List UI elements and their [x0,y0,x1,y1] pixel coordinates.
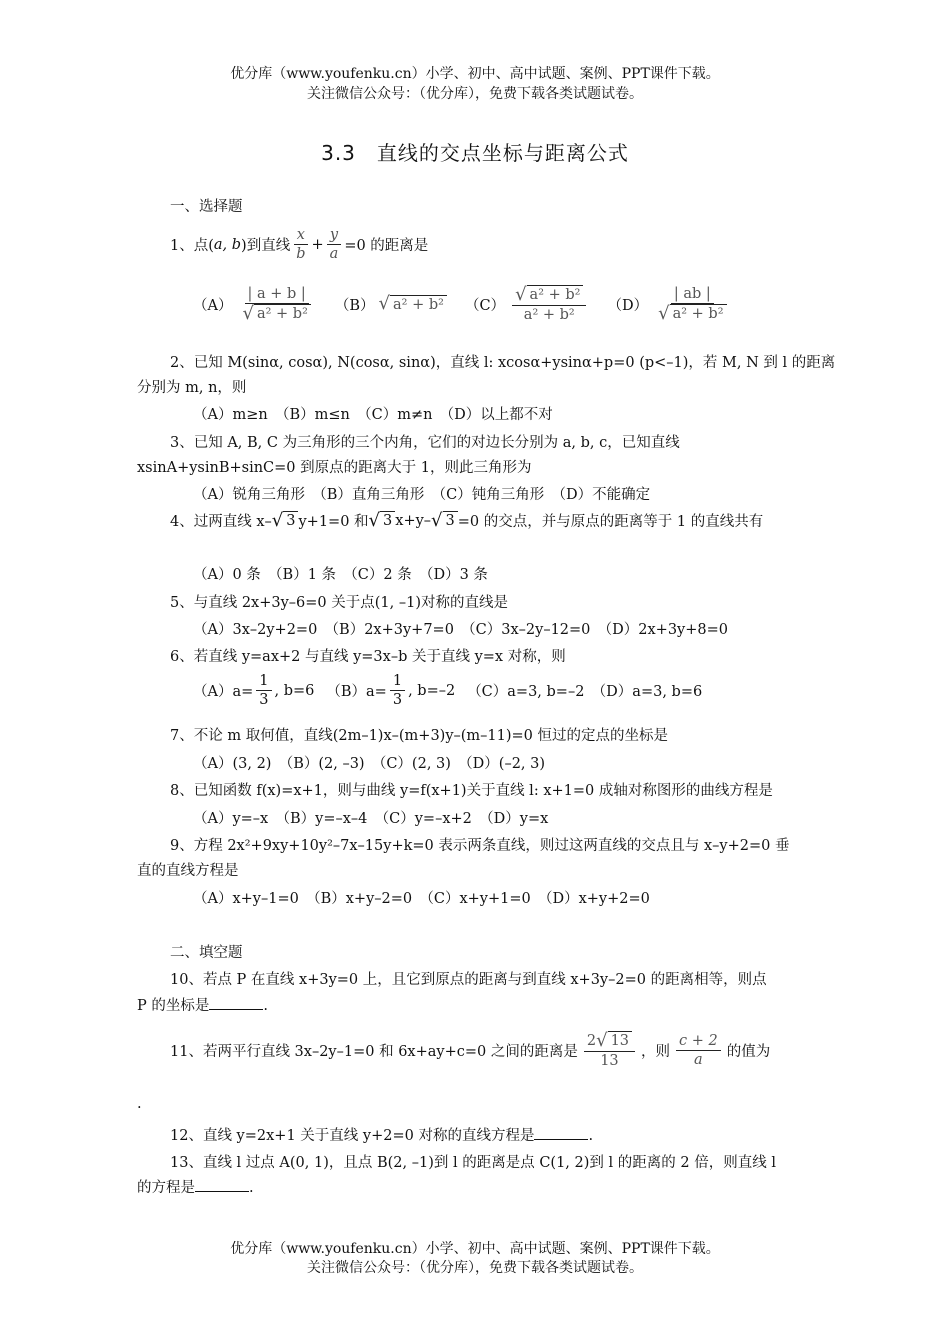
section-fill-heading: 二、填空题 [170,945,243,961]
question-7-line-1: 7、不论 m 取何值，直线(2m–1)x–(m+3)y–(m–11)=0 恒过的定点的坐标是 [170,728,669,744]
q1-option-b: √ a² + b² [379,295,447,315]
q1-option-a: | a + b | √ a² + b² [239,285,313,324]
footer-line-2: 关注微信公众号：（优分库），免费下载各类试题试卷。 [307,1260,643,1276]
q1-fraction-x: $\frac{x}{b}$ [293,226,308,263]
question-4: 4、过两直线 x– √ 3 y+1=0 和 √ 3 x+y– √ 3 =0 的交点，并与原点的距离等于 1 的直线共有 [170,509,764,531]
header-line-2: 关注微信公众号：（优分库），免费下载各类试题试卷。 [307,86,643,102]
q10-answer-blank[interactable] [209,995,263,1010]
q1-option-c: √ a² + b² a² + b² [512,285,586,324]
q1-options: （A） | a + b | √ a² + b² （B） √ a² + b² （C） √ a² + b² a² + b² （D） | ab | √ a² + b² [193,285,733,324]
question-2-options: （A）m≥n （B）m≤n （C）m≠n （D）以上都不对 [193,407,553,423]
question-4-options: （A）0 条 （B）1 条 （C）2 条 （D）3 条 [193,567,488,583]
question-9-options: （A）x+y–1=0 （B）x+y–2=0 （C）x+y+1=0 （D）x+y+2=0 [193,891,650,907]
question-5-options: （A）3x–2y+2=0 （B）2x+3y+7=0 （C）3x–2y–12=0 （D）2x+3y+8=0 [193,622,728,638]
question-3-line-1: 3、已知 A, B, C 为三角形的三个内角，它们的对边长分别为 a, b, c，已知直线 [170,435,680,451]
q1-text-mid: )到直线 [241,238,291,255]
q4-sqrt-3: √ 3 [431,511,458,531]
page-title: 3.3 直线的交点坐标与距离公式 [321,141,629,165]
question-13-line-2: 的方程是 . [137,1176,254,1197]
question-8-options: （A）y=–x （B）y=–x–4 （C）y=–x+2 （D）y=x [193,811,549,827]
section-choice-heading: 一、选择题 [170,199,243,215]
q11-distance-fraction: 2 √ 13 13 [584,1031,635,1070]
q11-trailing-dot: . [137,1096,142,1112]
q6-option-b-fraction: $\frac{1}{3}$ [390,672,405,709]
q1-fraction-y: $\frac{y}{a}$ [327,226,342,263]
question-2-line-2: 分别为 m, n，则 [137,380,247,396]
question-11: 11、若两平行直线 3x–2y–1=0 和 6x+ay+c=0 之间的距离是 2 √ 13 13 ，则 $\frac{c + 2}{a}$ 的值为 [170,1029,771,1069]
question-1: 1、点( a, b )到直线 $\frac{x}{b}$ + $\frac{y}{a}$ =0 的距离是 [170,227,429,263]
q4-sqrt-2: √ 3 [369,511,396,531]
question-9-line-2: 直的直线方程是 [137,863,239,879]
question-2-line-1: 2、已知 M(sinα, cosα), N(cosα, sinα)，直线 l: xcosα+ysinα+p=0 (p<–1)，若 M, N 到 l 的距离 [170,355,836,371]
q1-option-d: | ab | √ a² + b² [655,285,729,324]
question-10-line-1: 10、若点 P 在直线 x+3y=0 上，且它到原点的距离与到直线 x+3y–2=0 的距离相等，则点 [170,972,767,988]
q1-text-pre: 1、点( [170,238,214,255]
question-8-line-1: 8、已知函数 f(x)=x+1，则与曲线 y=f(x+1)关于直线 l: x+1=0 成轴对称图形的曲线方程是 [170,783,773,799]
question-5-line-1: 5、与直线 2x+3y–6=0 关于点(1, –1)对称的直线是 [170,595,508,611]
question-6-options: （A）a= $\frac{1}{3}$ , b=6 （B）a= $\frac{1}{3}$ , b=–2 （C）a=3, b=–2 （D）a=3, b=6 [193,673,703,709]
q6-option-a-fraction: $\frac{1}{3}$ [256,672,271,709]
question-7-options: （A）(3, 2) （B）(2, –3) （C）(2, 3) （D）(–2, 3) [193,756,546,772]
footer-line-1: 优分库（www.youfenku.cn）小学、初中、高中试题、案例、PPT课件下载。 [230,1241,720,1257]
question-10-line-2: P 的坐标是 . [137,994,268,1015]
header-line-1: 优分库（www.youfenku.cn）小学、初中、高中试题、案例、PPT课件下载。 [230,66,720,82]
question-13-line-1: 13、直线 l 过点 A(0, 1)，且点 B(2, –1)到 l 的距离是点 C(1, 2)到 l 的距离的 2 倍，则直线 l [170,1155,776,1171]
q12-answer-blank[interactable] [534,1125,588,1140]
question-3-line-2: xsinA+ysinB+sinC=0 到原点的距离大于 1，则此三角形为 [137,460,532,476]
question-6-line-1: 6、若直线 y=ax+2 与直线 y=3x–b 关于直线 y=x 对称，则 [170,649,566,665]
question-9-line-1: 9、方程 2x²+9xy+10y²–7x–15y+k=0 表示两条直线，则过这两直线的交点且与 x–y+2=0 垂 [170,838,790,854]
question-3-options: （A）锐角三角形 （B）直角三角形 （C）钝角三角形 （D）不能确定 [193,487,651,503]
question-12: 12、直线 y=2x+1 关于直线 y+2=0 对称的直线方程是 . [170,1124,593,1145]
q1-point: a, b [213,236,242,253]
q4-sqrt-1: √ 3 [272,511,299,531]
q13-answer-blank[interactable] [195,1177,249,1192]
q1-text-post: =0 的距离是 [344,238,429,255]
q11-expression-fraction: $\frac{c + 2}{a}$ [676,1032,721,1069]
